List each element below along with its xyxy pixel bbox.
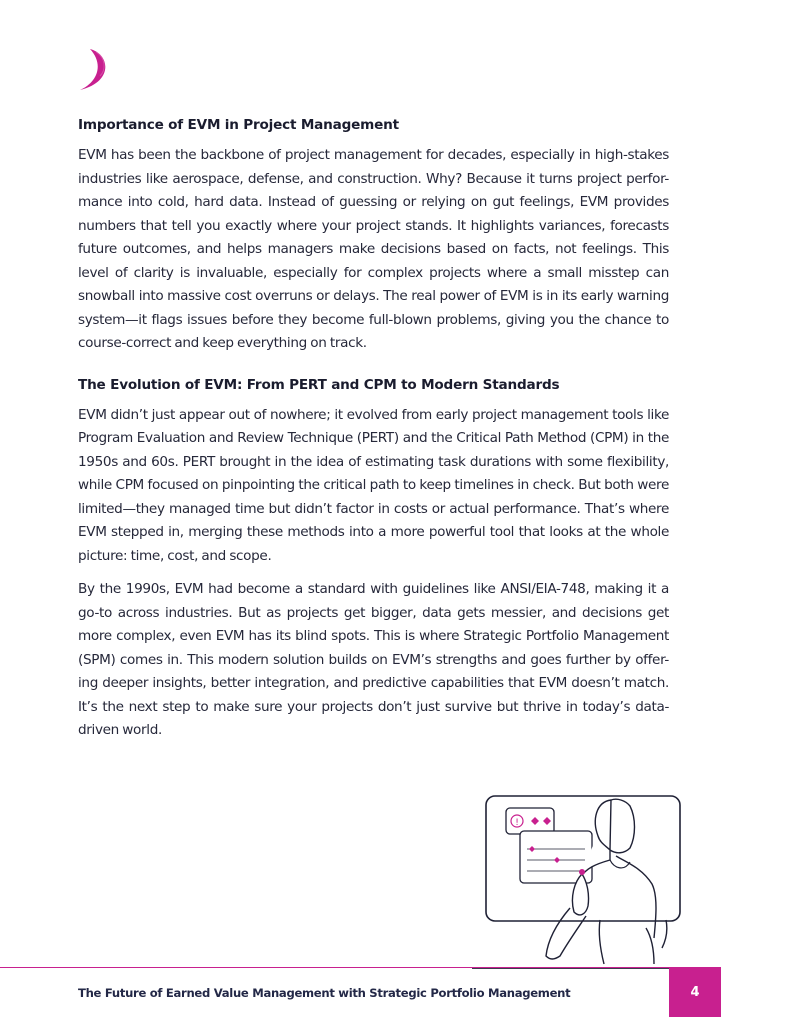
person-dashboard-illustration-icon xyxy=(470,788,690,970)
body-paragraph: EVM has been the backbone of project management for decades, especially in high-stakes industries like aerospace, defense, and construction. Why? Because it turns project perfor-mance into cold, hard data. Instead of guessing or relying on gut feelings, EVM provides numbers that tell you exactly where your project stands. It highlights variances, forecasts future outcomes, and helps managers make decisions based on facts, not feelings. This level of clarity is invaluable, especially for complex projects where a small misstep can snowball into massive cost overruns or delays. The real power of EVM is in its early warning system—it flags issues before they become full-blown problems, giving you the chance to course-correct and keep everything on track. xyxy=(78,147,669,351)
article-body xyxy=(78,114,669,743)
page-number: 4 xyxy=(669,967,721,1017)
brand-logo-icon xyxy=(76,46,112,94)
footer-title: The Future of Earned Value Management with Strategic Portfolio Management xyxy=(78,986,571,1000)
body-paragraph: By the 1990s, EVM had become a standard with guidelines like ANSI/EIA-748, making it a go-to across industries. But as projects get bigger, data gets messier, and decisions get more complex, even EVM has its blind spots. This is where Strategic Portfolio Management (SPM) comes in. This modern solution builds on EVM’s strengths and goes further by offer-ing deeper insights, better integration, and predictive capabilities that EVM doesn’t match. It’s the next step to make sure your projects don’t just survive but thrive in today’s data-driven world. xyxy=(78,581,669,738)
section-heading: The Evolution of EVM: From PERT and CPM to Modern Standards xyxy=(78,376,560,393)
footer-divider xyxy=(0,967,669,968)
section-heading: Importance of EVM in Project Management xyxy=(78,117,399,133)
alert-glyph: ! xyxy=(515,818,519,828)
body-paragraph: EVM didn’t just appear out of nowhere; it evolved from early project management tools like Program Evaluation and Review Technique (PERT) and the Critical Path Method (CPM) in the 1950s and 60s. PERT brought in the idea of estimating task durations with some flexibility, while CPM focused on pinpointing the critical path to keep timelines in check. But both were limited—they managed time but didn’t factor in costs or actual performance. That’s where EVM stepped in, merging these methods into a more powerful tool that looks at the whole picture: time, cost, and scope. xyxy=(78,406,669,564)
